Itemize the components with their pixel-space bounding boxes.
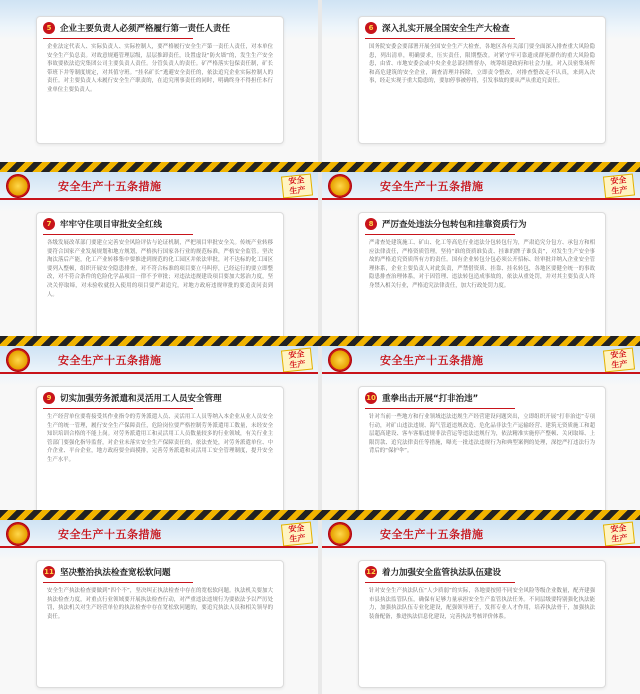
measure-number-badge: 12: [366, 568, 376, 576]
measure-card: [36, 386, 284, 514]
card-header: [359, 387, 605, 409]
title-underline: [43, 408, 193, 409]
slide-header: [0, 172, 318, 198]
measure-title: 着力加强安全监管执法队伍建设: [382, 568, 502, 578]
slide-header: [0, 520, 318, 546]
measure-card: [36, 560, 284, 688]
measure-number-badge: 8: [365, 218, 377, 230]
safety-badge-icon: 安全 生产: [281, 173, 313, 198]
header-red-line: [0, 372, 318, 374]
header-red-line: [322, 372, 640, 374]
measure-card: [358, 16, 606, 144]
header-red-line: [322, 546, 640, 548]
measure-number-badge: 6: [365, 22, 377, 34]
slide-header-title: 安全生产十五条措施: [58, 354, 162, 367]
emblem-icon: [328, 348, 352, 372]
emblem-icon: [6, 522, 30, 546]
title-underline: [43, 234, 193, 235]
measure-body: 安全生产执法检查要做到“四个不”，坚决纠正执法检查中存在的宽松软问题。执法机关要加大执法检查力度，对重点行业领域要开展执法检查行动，对严重违法违规行为要依法予以严厉处罚，执法机关对生产经营单位的执法检查中存在宽松软问题的，要追究执法人员和相关领导的责任。: [47, 588, 273, 620]
slide-header: [322, 520, 640, 546]
slide-header-title: 安全生产十五条措施: [380, 528, 484, 541]
card-header: [359, 213, 605, 235]
card-header: [37, 387, 283, 409]
measure-title: 深入扎实开展全国安全生产大检查: [382, 24, 510, 34]
slide-10: [322, 346, 640, 520]
card-header: [37, 213, 283, 235]
emblem-icon: [6, 174, 30, 198]
header-red-line: [0, 198, 318, 200]
slide-11: [0, 520, 318, 694]
measure-title: 严厉查处违法分包转包和挂靠资质行为: [382, 220, 527, 230]
hazard-stripe-divider: [0, 510, 640, 520]
slide-header-title: 安全生产十五条措施: [380, 354, 484, 367]
title-underline: [365, 582, 515, 583]
measure-title: 坚决整治执法检查宽松软问题: [60, 568, 171, 578]
slide-header: [322, 172, 640, 198]
emblem-icon: [328, 174, 352, 198]
card-header: [37, 561, 283, 583]
slide-5: [0, 0, 318, 174]
title-underline: [43, 582, 193, 583]
measure-number-badge: 10: [366, 394, 376, 402]
slide-9: [0, 346, 318, 520]
slide-12: [322, 520, 640, 694]
measure-title: 牢牢守住项目审批安全红线: [60, 220, 163, 230]
card-header: [37, 17, 283, 39]
emblem-icon: [6, 348, 30, 372]
measure-number-badge: 5: [43, 22, 55, 34]
title-underline: [365, 38, 515, 39]
measure-title: 切实加强劳务派遣和灵活用工人员安全管理: [60, 394, 222, 404]
measure-card: [36, 16, 284, 144]
hazard-stripe-divider: [0, 162, 640, 172]
safety-badge-icon: 安全 生产: [603, 347, 635, 372]
measure-title: 企业主要负责人必须严格履行第一责任人责任: [60, 24, 231, 34]
title-underline: [43, 38, 193, 39]
card-header: [359, 561, 605, 583]
header-red-line: [322, 198, 640, 200]
slide-header: [0, 346, 318, 372]
safety-badge-icon: 安全 生产: [281, 347, 313, 372]
slide-header-title: 安全生产十五条措施: [58, 528, 162, 541]
safety-badge-icon: 安全 生产: [603, 521, 635, 546]
measure-card: [358, 386, 606, 514]
slide-header-title: 安全生产十五条措施: [58, 180, 162, 193]
measure-number-badge: 9: [43, 392, 55, 404]
slide-header-title: 安全生产十五条措施: [380, 180, 484, 193]
measure-number-badge: 7: [43, 218, 55, 230]
hazard-stripe-divider: [0, 336, 640, 346]
slide-7: [0, 172, 318, 346]
safety-badge-icon: 安全 生产: [281, 521, 313, 546]
emblem-icon: [328, 522, 352, 546]
measure-card: [358, 560, 606, 688]
measure-title: 重拳出击开展“打非治违”: [382, 394, 479, 404]
measure-body: 企业法定代表人、实际负责人、实际控制人，要严格履行安全生产第一责任人责任，对本单位安全生产负总责。对故意规避管理层级，层层推卸责任，设置虚设“防火墙”的，发生生产安全事故要依法追究集团公司主要负责人责任。分管负责人的责任。矿严格落实包保责任制，矿长带班下井等制度规定，对其值守班。“挂名矿长”逃避安全责任的，依法追究企业实际控制人的责任。对主要负责人未履行安全生产职责的，在追究刑事责任的同时，明确终身不得担任本行业单位主要负责人。: [47, 44, 273, 93]
card-header: [359, 17, 605, 39]
measure-card: [36, 212, 284, 340]
measure-body: 各级发展改革部门要建立完善安全风险评估与论证机制，严把项目审批安全关。传统产业转移要符合国家产业发展规划和地方规划，严格执行国家各行业的规范标准，严格安全监管。坚决淘汰落后产能，化工产业转移集中要推进到规范的化工园区并依法审批，对不达标的化工园区要列入整顿，组织开展安全隐患排查，对不符合标准的项目要立马叫停，已经运行的要立即整改，对不符合条件的危险化学品项目一律不予审批；对违法违规建设项目要加大惩治力度，坚决关停取缔，对未验收就投入使用的项目要严肃追究，对地方政府违规审批的要追责问责到人。: [47, 240, 273, 298]
measure-body: 生产经营单位要将接受其作业指令的劳务派遣人员、灵活用工人员等纳入本企业从业人员安全生产的统一管理，履行安全生产保障责任，危险岗位要严格控制劳务派遣用工数量，未经安全知识培训合格的不能上岗。对劳务派遣用工和灵活用工人员数量较多的行业领域，有关行业主管部门要强化指导监督，对企业未落实安全生产保障责任的，依法查处，对劳务派遣单位、中介企业、平台企业，地方政府要全面摸排，完善劳务派遣和灵活用工安全管理制度，提升安全生产水平。: [47, 414, 273, 463]
measure-body: 针对安全生产执法队伍“人少质弱”的实际，各地要按照不同安全风险等级企业数量，配齐建强市县执法监管队伍，确保有足够力量承担安全生产监管执法任务。不同层级要特别强化执法能力，加强执法队伍专业化建设，配强领导班子，发挥专业人才作用，培养执法骨干，加强执法装备配备，推进执法信息化建设，完善执法考核评价体系。: [369, 588, 595, 620]
slide-8: [322, 172, 640, 346]
slide-6: [322, 0, 640, 174]
header-red-line: [0, 546, 318, 548]
measure-body: 严肃查处建筑施工、矿山、化工等高危行业违法分包转包行为，严肃追究分包方、承包方和相应法律责任，严格资质管理，坚持“谁的资质谁负责、挂谁的牌子谁负责”，对发生生产安全事故的严格追究资质所有方的责任。国有企业转包分包必须公开招标、经审批并纳入企业安全管理体系，企业主要负责人对此负责，严禁借资质、挂靠、挂名转包，各地区要健全统一的事故隐患排查治理体系，对于因管理、违法转包造成事故的，依法从重处罚，并对其主要负责人终身禁入相关行业，严格追究法律责任，加大行政处罚力度。: [369, 240, 595, 289]
title-underline: [365, 234, 515, 235]
measure-number-badge: 11: [44, 568, 54, 576]
measure-body: 国务院安委会要部署开展全国安全生产大检查，各地区各有关部门要全面深入排查重大风险隐患，列出清单，明确要求，压实责任，限期整改。对紧守牢可靠遗成群死群伤的重大风险隐患，由省、市地安委会或中央企业总部挂牌督办，统筹组建政府和社会力量，对入员密集场所和高危建筑的安全企业，调查清理并拆除，立即责令整改，对排查整改走不认真，来到入决事，经走实现于重大隐患的，要加停事被停将，引发事故的要从严从重追究责任。: [369, 44, 595, 85]
measure-body: 针对当前一些地方和行业领域违法违规生产经营建设问题突出，立即组织开展“打非治违”专项行动，对矿山违法违规、海气管道违规改造、危化品非法生产运输经营、建筑无资质施工和超层超高建设、客车客船违规非法营运等违法违规行为，依法精准实施停产整顿、关闭取缔、上限罚款、追究法律责任等措施，曝光一批违法违规行为和典型案例的处理，深挖严打违法行为背后的“保护伞”。: [369, 414, 595, 455]
slide-header: [322, 346, 640, 372]
title-underline: [365, 408, 515, 409]
safety-badge-icon: 安全 生产: [603, 173, 635, 198]
measure-card: [358, 212, 606, 340]
